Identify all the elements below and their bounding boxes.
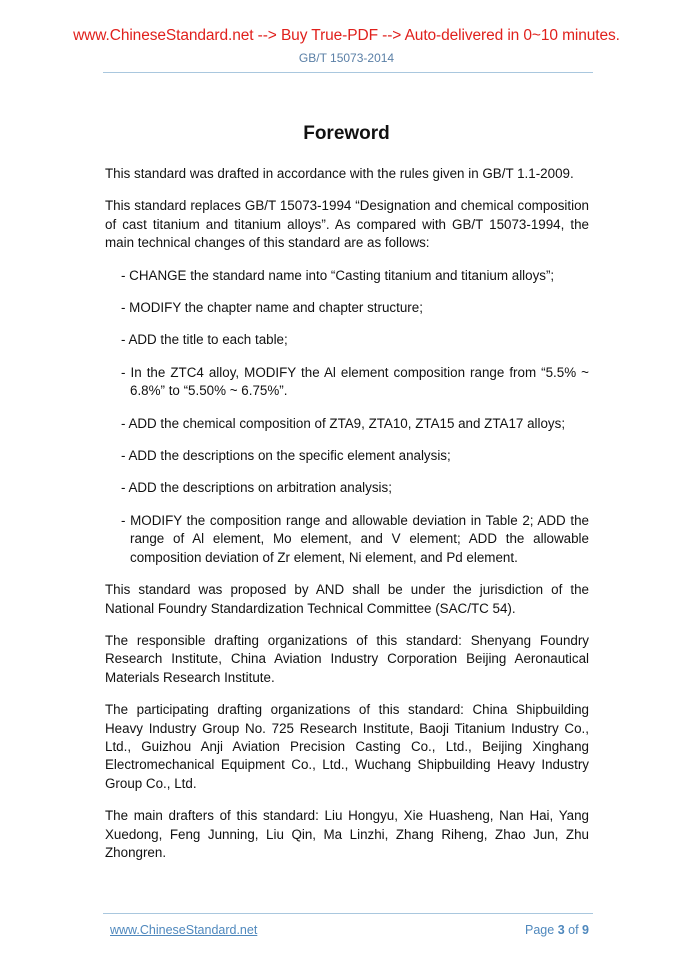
footer-divider bbox=[103, 913, 593, 914]
list-item: - ADD the chemical composition of ZTA9, ZTA10, ZTA15 and ZTA17 alloys; bbox=[121, 415, 566, 431]
document-body bbox=[105, 165, 589, 876]
footer-website-link[interactable]: www.ChineseStandard.net bbox=[110, 923, 258, 937]
page-indicator bbox=[525, 923, 589, 937]
paragraph-participating-organizations: The participating drafting organizations of this standard: China Shipbuilding Heavy Industry Group No. 725 Research Institute, Baoji Titanium Industry Co., Ltd., Guizhou Anji Aviation Precision Casting Co., Ltd., Beijing Xinghang Electromechanical Equipment Co., Ltd., Wuchang Shipbuilding Heavy Industry Group Co., Ltd. bbox=[105, 702, 589, 791]
promo-banner[interactable]: www.ChineseStandard.net --> Buy True-PDF --> Auto-delivered in 0~10 minutes. bbox=[73, 27, 620, 44]
changes-list bbox=[105, 267, 589, 567]
list-item: - CHANGE the standard name into “Casting titanium and titanium alloys”; bbox=[121, 267, 555, 283]
list-item: - MODIFY the composition range and allowable deviation in Table 2; ADD the range of Al element, Mo element, and V element; ADD the allowable composition deviation of Zr element, Ni element, and Pd element. bbox=[121, 512, 589, 565]
list-item: - In the ZTC4 alloy, MODIFY the Al element composition range from “5.5% ~ 6.8%” to “5.50% ~ 6.75%”. bbox=[121, 364, 589, 399]
total-pages-number: 9 bbox=[582, 923, 589, 937]
paragraph-responsible-organizations: The responsible drafting organizations of this standard: Shenyang Foundry Research Institute, China Aviation Industry Corporation Beijing Aeronautical Materials Research Institute. bbox=[105, 632, 589, 685]
list-item: - ADD the descriptions on the specific element analysis; bbox=[121, 448, 451, 464]
page-label: Page bbox=[525, 923, 555, 937]
list-item: - ADD the title to each table; bbox=[121, 332, 288, 348]
paragraph-replacement: This standard replaces GB/T 15073-1994 “Designation and chemical composition of cast titanium and titanium alloys”. As compared with GB/T 15073-1994, the main technical changes of this standard are as follows: bbox=[105, 198, 589, 251]
paragraph-main-drafters: The main drafters of this standard: Liu Hongyu, Xie Huasheng, Nan Hai, Yang Xuedong, Feng Junning, Liu Qin, Ma Linzhi, Zhang Riheng, Zhao Jun, Zhu Zhongren. bbox=[105, 808, 589, 860]
paragraph-drafting-rules: This standard was drafted in accordance with the rules given in GB/T 1.1-2009. bbox=[105, 166, 574, 181]
paragraph-proposed-by: This standard was proposed by AND shall be under the jurisdiction of the National Foundry Standardization Technical Committee (SAC/TC 54). bbox=[105, 582, 589, 616]
list-item: - ADD the descriptions on arbitration analysis; bbox=[121, 480, 392, 496]
list-item: - MODIFY the chapter name and chapter structure; bbox=[121, 300, 423, 316]
header-divider bbox=[103, 72, 593, 73]
standard-code: GB/T 15073-2014 bbox=[298, 51, 395, 65]
current-page-number: 3 bbox=[557, 923, 565, 937]
of-label: of bbox=[568, 923, 579, 937]
page-title: Foreword bbox=[303, 123, 390, 144]
